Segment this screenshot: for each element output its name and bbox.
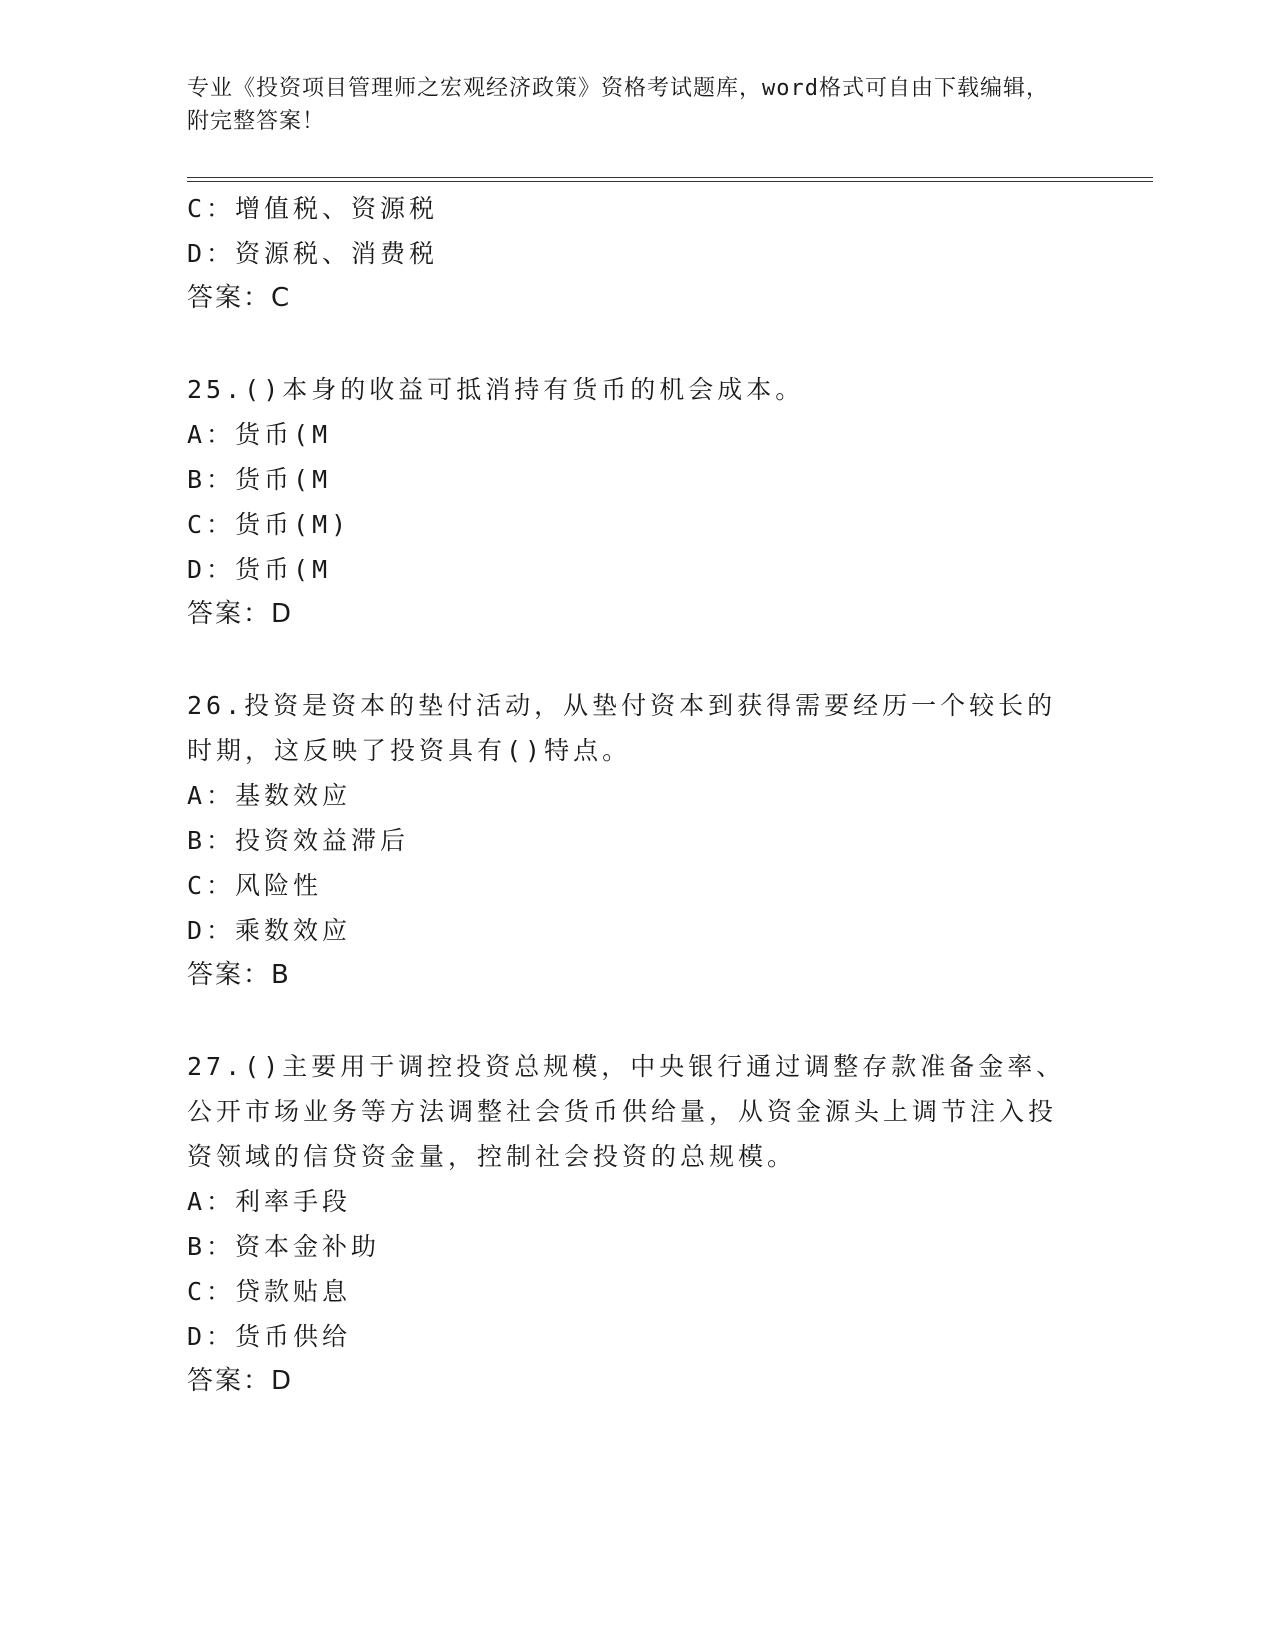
option-b: B：资本金补助 (187, 1232, 381, 1261)
question-27 (187, 1044, 1077, 1404)
option-d: D：乘数效应 (187, 916, 352, 945)
header-divider (187, 177, 1153, 182)
answer: 答案：B (187, 960, 291, 990)
answer: 答案：C (187, 283, 292, 313)
question-stem: 25.()本身的收益可抵消持有货币的机会成本。 (187, 375, 805, 404)
partial-question (187, 186, 1077, 321)
option-b: B：货币(M (187, 465, 332, 494)
answer: 答案：D (187, 1366, 294, 1396)
question-26 (187, 683, 1077, 998)
option-c: C：贷款贴息 (187, 1277, 352, 1306)
question-25 (187, 367, 1077, 637)
question-list (187, 186, 1077, 1404)
option-c: C：货币(M) (187, 510, 351, 539)
option-a: A：利率手段 (187, 1187, 352, 1216)
option-a: A：货币(M (187, 420, 332, 449)
option-b: B：投资效益滞后 (187, 826, 410, 855)
option-d: D：货币(M (187, 555, 332, 584)
option-a: A：基数效应 (187, 781, 352, 810)
option-d: D：资源税、消费税 (187, 239, 439, 268)
option-c: C：风险性 (187, 871, 323, 900)
question-stem: 26.投资是资本的垫付活动，从垫付资本到获得需要经历一个较长的时期，这反映了投资具有()特点。 (187, 691, 1057, 765)
answer: 答案：D (187, 599, 294, 629)
option-d: D：货币供给 (187, 1322, 352, 1351)
question-stem: 27.()主要用于调控投资总规模，中央银行通过调整存款准备金率、公开市场业务等方法调整社会货币供给量，从资金源头上调节注入投资领域的信贷资金量，控制社会投资的总规模。 (187, 1052, 1066, 1171)
page-header: 专业《投资项目管理师之宏观经济政策》资格考试题库，word格式可自由下载编辑，附完整答案！ (187, 76, 1049, 134)
option-c: C：增值税、资源税 (187, 194, 439, 223)
